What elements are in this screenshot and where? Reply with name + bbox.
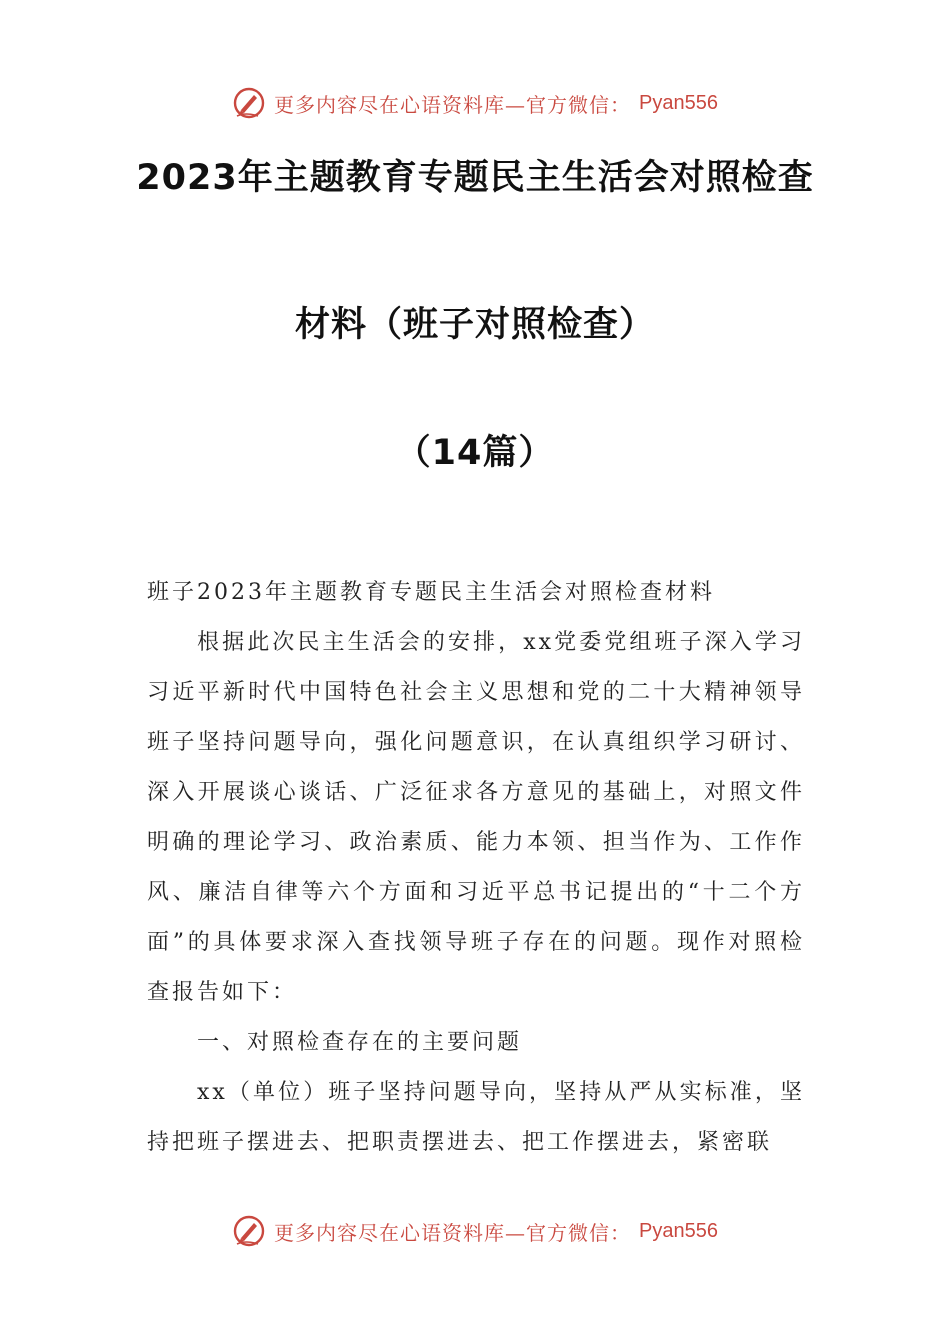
body-paragraph-1: 根据此次民主生活会的安排，xx党委党组班子深入学习习近平新时代中国特色社会主义思想和党的二十大精神领导班子坚持问题导向，强化问题意识，在认真组织学习研讨、深入开展谈心谈话、广泛征求各方意见的基础上，对照文件明确的理论学习、政治素质、能力本领、担当作为、工作作风、廉洁自律等六个方面和习近平总书记提出的“十二个方面”的具体要求深入查找领导班子存在的问题。现作对照检查报告如下： xyxy=(147,630,805,1005)
document-subtitle: 班子2023年主题教育专题民主生活会对照检查材料 xyxy=(147,580,715,605)
watermark-footer xyxy=(0,1214,950,1248)
document-title-line-1: 2023年主题教育专题民主生活会对照检查 xyxy=(136,158,814,198)
watermark-id: Pyan556 xyxy=(639,1219,718,1242)
pen-logo-icon xyxy=(232,1214,266,1248)
document-title-count: （14篇） xyxy=(395,433,555,473)
section-heading-1: 一、对照检查存在的主要问题 xyxy=(197,1030,523,1055)
watermark-text: 更多内容尽在心语资料库—官方微信： xyxy=(274,92,632,117)
document-title-line-2: 材料（班子对照检查） xyxy=(294,305,655,345)
pen-logo-icon xyxy=(232,86,266,120)
watermark-text: 更多内容尽在心语资料库—官方微信： xyxy=(274,1220,632,1245)
document-body xyxy=(147,568,805,1168)
body-paragraph-2: xx（单位）班子坚持问题导向，坚持从严从实标准，坚持把班子摆进去、把职责摆进去、把工作摆进去，紧密联 xyxy=(147,1080,805,1155)
watermark-header xyxy=(0,86,950,120)
watermark-id: Pyan556 xyxy=(639,91,718,114)
